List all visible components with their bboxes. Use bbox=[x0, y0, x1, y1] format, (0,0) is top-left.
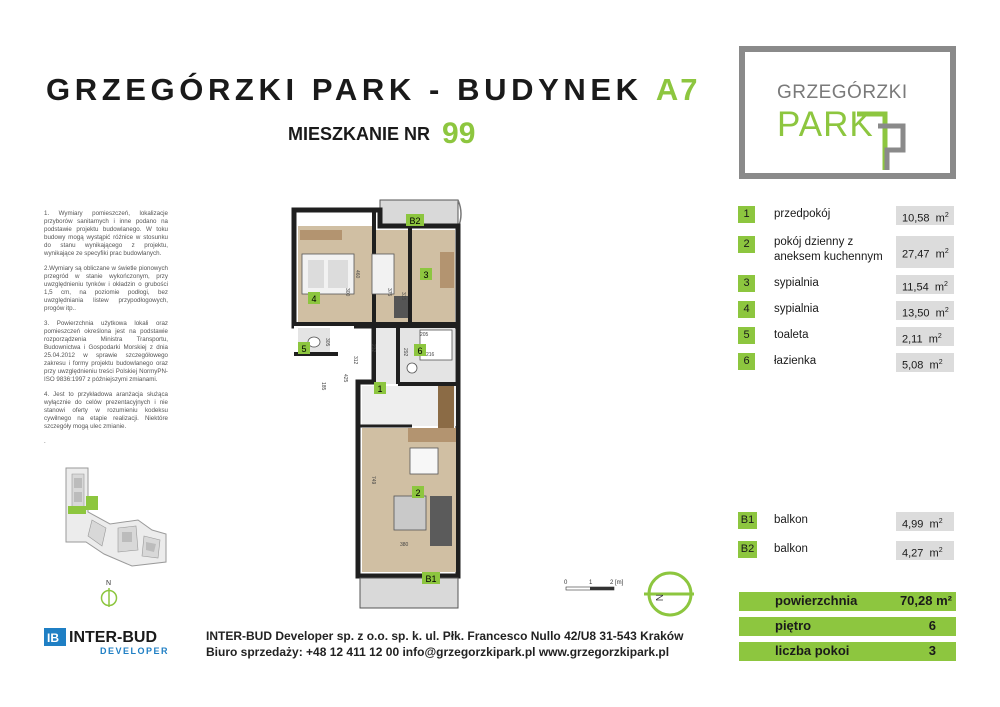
apartment-subtitle bbox=[288, 114, 475, 148]
scale-tick-1: 1 bbox=[589, 580, 593, 586]
scale-tick-2: 2 [m] bbox=[610, 580, 624, 586]
room-area-sup: 2 bbox=[938, 359, 943, 366]
summary-area-label: powierzchnia bbox=[775, 593, 858, 608]
site-map-icon bbox=[62, 462, 174, 572]
balcony-area bbox=[896, 541, 954, 560]
summary-rooms-row bbox=[739, 642, 956, 661]
dim-label: 425 bbox=[342, 374, 348, 383]
room-area-value: 10,58 bbox=[902, 212, 930, 225]
summary-rooms-value: 3 bbox=[928, 643, 936, 658]
room-area bbox=[896, 301, 954, 320]
note-3: 3. Powierzchnia użytkowa lokali oraz pomieszczeń określona jest na podstawie rozporządzenia Ministra Transportu, Budownictwa i Gospodarki Morskiej z dnia 25.04.2012 w sprawie szczegółowego zakresu i formy projektu budowlanego oraz przy uwzględnieniu treści Polskiej NormyPN-ISO 9836:1997 z późniejszymi zmianami. bbox=[44, 320, 168, 383]
dim-label: 460 bbox=[354, 270, 360, 279]
plan-label-b2: B2 bbox=[409, 216, 421, 226]
room-area-value: 13,50 bbox=[902, 307, 930, 320]
title-text: GRZEGÓRZKI PARK - BUDYNEK bbox=[46, 72, 643, 107]
room-row bbox=[738, 236, 956, 268]
dim-label: 315 bbox=[400, 292, 406, 301]
balcony-area-value: 4,27 bbox=[902, 547, 924, 560]
room-area-unit: m bbox=[935, 212, 945, 225]
inter-bud-logo-icon bbox=[44, 626, 174, 660]
room-name: pokój dzienny z aneksem kuchennym bbox=[774, 236, 883, 263]
apartment-label: MIESZKANIE NR bbox=[288, 124, 431, 144]
room-area bbox=[896, 327, 954, 346]
balcony-area-unit: m bbox=[929, 547, 939, 560]
balcony-name: balkon bbox=[774, 514, 808, 526]
room-number: 2 bbox=[738, 236, 755, 253]
footer-line2: Biuro sprzedaży: +48 12 411 12 00 info@grzegorzkipark.pl www.grzegorzkipark.pl bbox=[206, 645, 670, 659]
dim-label: 380 bbox=[400, 542, 409, 548]
footer-contact bbox=[206, 628, 683, 660]
compass-small-icon bbox=[96, 578, 126, 608]
room-name: łazienka bbox=[774, 355, 817, 367]
summary-rooms-label: liczba pokoi bbox=[775, 643, 850, 658]
dim-label: 312 bbox=[352, 356, 358, 365]
room-area-value: 11,54 bbox=[902, 281, 929, 294]
room-area-unit: m bbox=[928, 333, 938, 346]
room-name: przedpokój bbox=[774, 208, 831, 220]
summary-floor-label: piętro bbox=[775, 618, 812, 633]
room-area-unit: m bbox=[929, 359, 939, 372]
legal-notes bbox=[44, 210, 168, 453]
room-area-value: 2,11 bbox=[902, 333, 923, 346]
dim-label: 205 bbox=[420, 332, 429, 338]
footer-line1: INTER-BUD Developer sp. z o.o. sp. k. ul. Płk. Francesco Nullo 42/U8 31-543 Kraków bbox=[206, 629, 684, 643]
balcony-area-value: 4,99 bbox=[902, 518, 924, 531]
dim-label: 375 bbox=[386, 288, 392, 297]
room-area-sup: 2 bbox=[937, 333, 942, 340]
summary-area-value: 70,28 m² bbox=[899, 593, 952, 608]
room-name: toaleta bbox=[774, 329, 809, 341]
logo-developer: DEVELOPER bbox=[100, 646, 170, 656]
balcony-area bbox=[896, 512, 954, 531]
summary-floor-value: 6 bbox=[928, 618, 936, 633]
room-area bbox=[896, 236, 954, 268]
plan-label-4: 4 bbox=[311, 294, 317, 304]
balcony-number: B2 bbox=[738, 541, 757, 558]
summary-floor-row bbox=[739, 617, 956, 636]
room-area-value: 5,08 bbox=[902, 359, 924, 372]
note-2: 2.Wymiary są obliczane w świetle pionowych przegród w stanie wykończonym, przy uwzględnieniu tynków i okładzin o grubości 1,5 cm, na poziomie podłogi, bez uwzględniania listew przypodłogowych, progów itp.. bbox=[44, 265, 168, 312]
room-area-sup: 2 bbox=[944, 281, 948, 288]
plan-label-3: 3 bbox=[423, 270, 429, 280]
room-area bbox=[896, 275, 954, 294]
plan-label-1: 1 bbox=[377, 384, 383, 394]
dim-label: 232 bbox=[370, 344, 376, 353]
page-title bbox=[46, 72, 700, 108]
room-number: 4 bbox=[738, 301, 755, 318]
summary-area-row bbox=[739, 592, 956, 611]
balcony-area-sup: 2 bbox=[938, 547, 943, 554]
balcony-area-sup: 2 bbox=[938, 518, 943, 525]
apartment-number: 99 bbox=[442, 117, 476, 150]
north-label-small: N bbox=[106, 580, 112, 587]
dim-label: 305 bbox=[324, 338, 330, 347]
room-area-value: 27,47 bbox=[902, 248, 930, 261]
dim-label: 292 bbox=[402, 348, 408, 357]
room-area-sup: 2 bbox=[944, 212, 949, 219]
note-5: . bbox=[44, 438, 46, 445]
compass-icon bbox=[640, 568, 696, 624]
room-area-unit: m bbox=[934, 281, 945, 294]
north-label: N bbox=[653, 594, 664, 602]
room-area-unit: m bbox=[935, 248, 945, 261]
dim-label: 185 bbox=[320, 382, 326, 391]
room-number: 1 bbox=[738, 206, 755, 223]
room-name: sypialnia bbox=[774, 303, 819, 315]
dim-label: 300 bbox=[344, 288, 350, 297]
logo-inter-bud: INTER-BUD bbox=[69, 629, 157, 646]
plan-label-6: 6 bbox=[417, 346, 423, 356]
logo-ib: IB bbox=[47, 631, 59, 645]
building-code: A7 bbox=[655, 72, 700, 107]
balcony-number: B1 bbox=[738, 512, 757, 529]
scale-tick-0: 0 bbox=[564, 580, 568, 586]
balcony-name: balkon bbox=[774, 543, 808, 555]
note-1: 1. Wymiary pomieszczeń, lokalizacje przyborów sanitarnych i inne podano na podstawie projektu budowlanego. W toku budowy mogą wystąpić różnice w stosunku do stanu wynikającego z projektu, wynikające ze specyfiki prac budowlanych. bbox=[44, 210, 168, 257]
plan-label-b1: B1 bbox=[425, 574, 437, 584]
scale-bar bbox=[560, 576, 636, 600]
park-logo-icon bbox=[745, 52, 950, 173]
room-number: 6 bbox=[738, 353, 755, 370]
room-area bbox=[896, 353, 954, 372]
brand-logo bbox=[739, 46, 956, 179]
room-area-sup: 2 bbox=[944, 307, 949, 314]
room-area bbox=[896, 206, 954, 225]
floor-plan bbox=[280, 196, 472, 614]
logo-line1: GRZEGÓRZKI bbox=[777, 82, 908, 103]
plan-label-5: 5 bbox=[301, 344, 307, 354]
note-4: 4. Jest to przykładowa aranżacja służąca wyłącznie do celów prezentacyjnych i nie stanowi oferty w rozumieniu kodeksu cywilnego na etapie realizacji. Niektóre szczegóły mogą ulec zmianie. bbox=[44, 391, 168, 430]
logo-line2: PARK bbox=[777, 105, 874, 144]
dim-label: 216 bbox=[426, 352, 435, 358]
room-number: 5 bbox=[738, 327, 755, 344]
room-number: 3 bbox=[738, 275, 755, 292]
room-name: sypialnia bbox=[774, 277, 819, 289]
room-area-unit: m bbox=[935, 307, 945, 320]
dim-label: 749 bbox=[370, 476, 376, 485]
room-area-sup: 2 bbox=[944, 248, 949, 255]
plan-label-2: 2 bbox=[415, 488, 421, 498]
balcony-area-unit: m bbox=[929, 518, 939, 531]
